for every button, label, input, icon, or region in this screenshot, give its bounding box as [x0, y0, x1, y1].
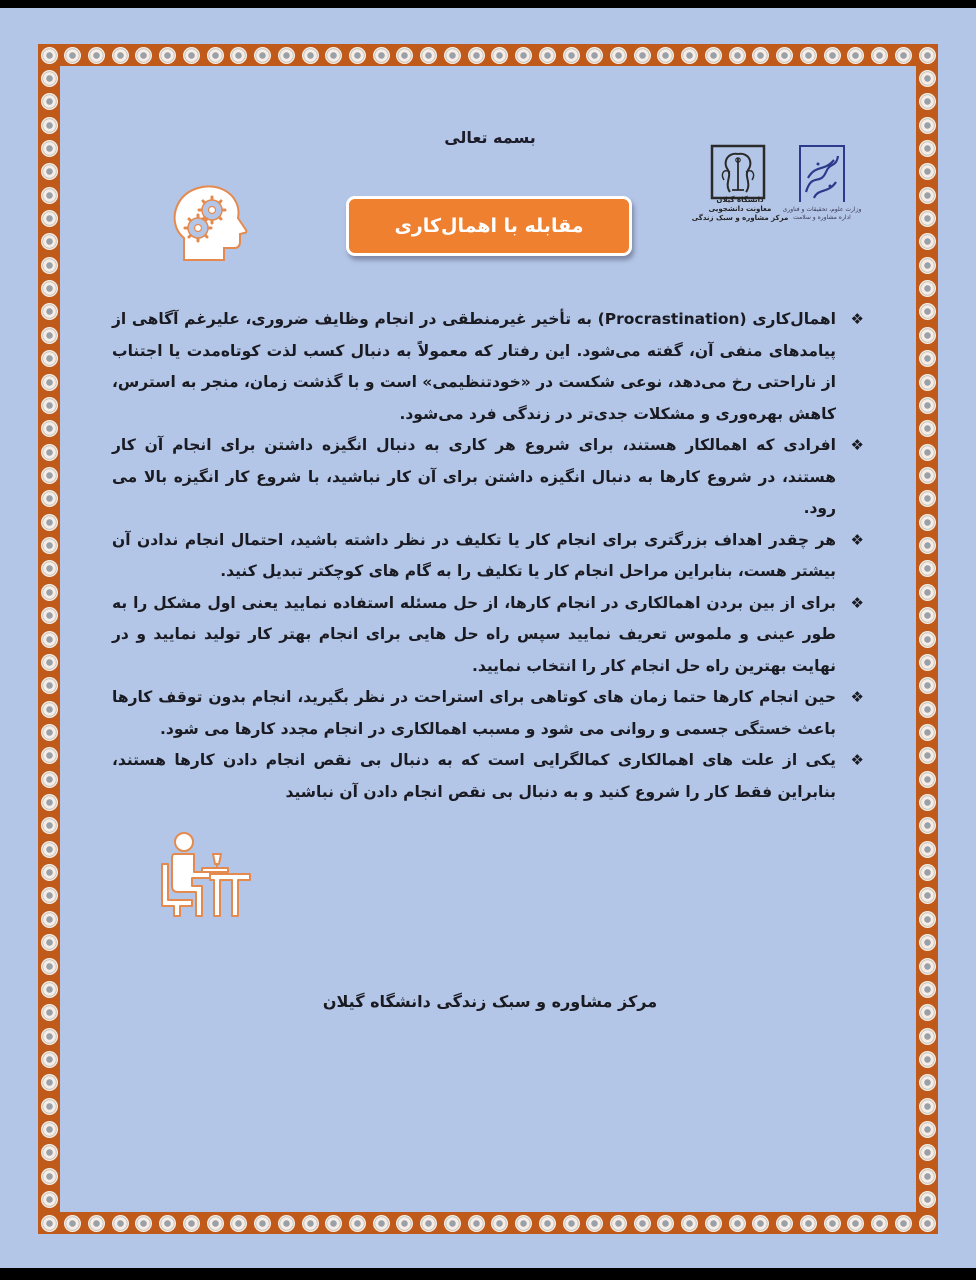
- frame-flower: [657, 1215, 674, 1232]
- frame-flower: [919, 701, 936, 718]
- bullet-item: [112, 745, 864, 808]
- frame-flower: [539, 1215, 556, 1232]
- frame-flower: [634, 1215, 651, 1232]
- frame-flower: [302, 1215, 319, 1232]
- frame-flower: [919, 724, 936, 741]
- frame-flower: [396, 1215, 413, 1232]
- frame-flower: [919, 794, 936, 811]
- frame-flower: [325, 1215, 342, 1232]
- frame-flower: [919, 607, 936, 624]
- frame-flower: [41, 747, 58, 764]
- frame-flower: [919, 1144, 936, 1161]
- frame-flower: [919, 1215, 936, 1232]
- frame-flower: [41, 187, 58, 204]
- frame-flower: [919, 817, 936, 834]
- frame-flower: [41, 1144, 58, 1161]
- frame-flower: [919, 397, 936, 414]
- frame-flower: [41, 701, 58, 718]
- frame-flower: [895, 1215, 912, 1232]
- frame-flower: [41, 280, 58, 297]
- title-banner: [346, 196, 632, 256]
- frame-flower: [563, 47, 580, 64]
- frame-flower: [41, 958, 58, 975]
- frame-flower: [919, 887, 936, 904]
- frame-flower: [41, 537, 58, 554]
- frame-flower: [919, 233, 936, 250]
- frame-flower: [41, 350, 58, 367]
- frame-flower: [919, 1028, 936, 1045]
- frame-flower: [41, 817, 58, 834]
- bullet-diamond-icon: ❖: [850, 530, 864, 549]
- frame-flower: [41, 794, 58, 811]
- bismillah-heading: بسمه تعالی: [444, 128, 536, 147]
- frame-flower: [919, 1191, 936, 1208]
- frame-flower: [919, 374, 936, 391]
- frame-flower: [919, 210, 936, 227]
- frame-flower: [586, 47, 603, 64]
- university-logo-caption: [690, 196, 790, 223]
- frame-flower: [325, 47, 342, 64]
- frame-flower: [183, 1215, 200, 1232]
- frame-flower: [919, 140, 936, 157]
- frame-flower: [41, 117, 58, 134]
- frame-flower: [919, 93, 936, 110]
- frame-flower: [41, 654, 58, 671]
- frame-flower: [135, 1215, 152, 1232]
- frame-flower: [919, 864, 936, 881]
- frame-flower: [871, 47, 888, 64]
- frame-flower: [919, 70, 936, 87]
- frame-flower: [919, 537, 936, 554]
- bullet-item: [112, 588, 864, 683]
- frame-flower: [752, 1215, 769, 1232]
- frame-flower: [41, 47, 58, 64]
- frame-flower: [681, 1215, 698, 1232]
- frame-flower: [729, 47, 746, 64]
- bullet-item: [112, 525, 864, 588]
- frame-flower: [41, 841, 58, 858]
- frame-flower: [41, 327, 58, 344]
- frame-flower: [41, 1121, 58, 1138]
- frame-flower: [729, 1215, 746, 1232]
- frame-flower: [349, 1215, 366, 1232]
- frame-flower: [491, 1215, 508, 1232]
- page-title: مقابله با اهمال‌کاری: [394, 215, 584, 237]
- frame-flower: [919, 303, 936, 320]
- frame-flower: [41, 911, 58, 928]
- frame-flower: [230, 1215, 247, 1232]
- frame-flower: [183, 47, 200, 64]
- frame-flower: [112, 1215, 129, 1232]
- frame-flower: [373, 47, 390, 64]
- frame-flower: [681, 47, 698, 64]
- frame-flower: [41, 1191, 58, 1208]
- frame-flower: [919, 47, 936, 64]
- frame-flower: [919, 350, 936, 367]
- frame-flower: [41, 70, 58, 87]
- frame-flower: [41, 397, 58, 414]
- frame-flower: [41, 1168, 58, 1185]
- frame-flower: [41, 93, 58, 110]
- frame-flower: [112, 47, 129, 64]
- bottom-black-bar: [0, 1268, 976, 1280]
- frame-flower: [919, 560, 936, 577]
- frame-flower: [41, 467, 58, 484]
- frame-flower: [41, 163, 58, 180]
- frame-flower: [41, 1098, 58, 1115]
- english-term: Procrastination: [604, 310, 740, 328]
- frame-flower: [41, 514, 58, 531]
- frame-flower: [41, 771, 58, 788]
- bullet-item: [112, 430, 864, 525]
- frame-flower: [800, 47, 817, 64]
- frame-flower: [919, 841, 936, 858]
- frame-flower: [824, 1215, 841, 1232]
- footer-signature: مرکز مشاوره و سبک زندگی دانشگاه گیلان: [322, 992, 658, 1011]
- frame-flower: [919, 327, 936, 344]
- frame-flower: [41, 374, 58, 391]
- frame-flower: [847, 1215, 864, 1232]
- frame-flower: [41, 140, 58, 157]
- frame-flower: [776, 1215, 793, 1232]
- frame-flower: [41, 560, 58, 577]
- frame-flower: [871, 1215, 888, 1232]
- frame-flower: [41, 1215, 58, 1232]
- frame-flower: [41, 1004, 58, 1021]
- frame-flower: [919, 280, 936, 297]
- ministry-office-line: اداره مشاوره و سلامت: [793, 214, 851, 221]
- university-deputy: معاونت دانشجویی: [708, 205, 772, 213]
- frame-flower: [41, 257, 58, 274]
- bullet-diamond-icon: ❖: [850, 593, 864, 612]
- bullet-text: حین انجام کارها حتما زمان های کوتاهی برای استراحت در نظر بگیرید، انجام بدون توقف کارها باعث خستگی جسمی و روانی می شود و مسبب اهمالکاری در انجام مجدد کارها می شود.: [112, 688, 836, 738]
- frame-flower: [895, 47, 912, 64]
- bullet-diamond-icon: ❖: [850, 751, 864, 769]
- frame-flower: [207, 1215, 224, 1232]
- frame-flower: [444, 47, 461, 64]
- frame-flower: [254, 47, 271, 64]
- frame-flower: [919, 747, 936, 764]
- frame-flower: [41, 303, 58, 320]
- frame-flower: [919, 467, 936, 484]
- bullet-text: هر چقدر اهداف بزرگتری برای انجام کار یا تکلیف در نظر داشته باشید، احتمال انجام ندادن آن بیشتر هست، بنابراین مراحل انجام کار یا تکلیف را به گام های کوچکتر تبدیل کنید.: [112, 530, 836, 580]
- frame-flower: [919, 677, 936, 694]
- frame-flower: [919, 584, 936, 601]
- frame-flower: [41, 233, 58, 250]
- frame-flower: [919, 1051, 936, 1068]
- frame-flower: [919, 654, 936, 671]
- frame-flower: [230, 47, 247, 64]
- frame-flower: [468, 47, 485, 64]
- frame-flower: [41, 981, 58, 998]
- person-at-desk-icon: [158, 828, 254, 922]
- bullet-text: افرادی که اهمالکار هستند، برای شروع هر کاری به دنبال انگیزه داشتن برای انجام آن کار هستند، در شروع کارها به دنبال انگیزه داشتن برای آن کار نباشید، با شروع کار انگیزه بالا می رود.: [112, 436, 836, 517]
- frame-flower: [41, 1028, 58, 1045]
- frame-flower: [539, 47, 556, 64]
- head-gears-icon: [168, 180, 252, 266]
- frame-flower: [586, 1215, 603, 1232]
- bullet-text-part: ) به تأخیر غیرمنطقی در انجام وظایف ضروری، علیرغم آگاهی از پیامدهای منفی آن، گفته می‌شود. این رفتار که معمولاً به دنبال کسب لذت کوتاه‌مدت یا اجتناب از ناراحتی رخ می‌دهد، نوعی شکست در «خودتنظیمی» است و با گذشت زمان، منجر به استرس، کاهش بهره‌وری و مشکلات جدی‌تر در زندگی فرد می‌شود.: [112, 310, 836, 423]
- frame-flower: [88, 47, 105, 64]
- frame-flower: [800, 1215, 817, 1232]
- frame-flower: [159, 1215, 176, 1232]
- student-affairs-logo: [794, 142, 850, 206]
- frame-flower: [41, 490, 58, 507]
- frame-flower: [563, 1215, 580, 1232]
- frame-flower: [64, 1215, 81, 1232]
- frame-flower: [159, 47, 176, 64]
- frame-flower: [41, 724, 58, 741]
- frame-flower: [657, 47, 674, 64]
- frame-flower: [919, 958, 936, 975]
- frame-flower: [41, 631, 58, 648]
- frame-flower: [705, 1215, 722, 1232]
- frame-flower: [373, 1215, 390, 1232]
- frame-flower: [824, 47, 841, 64]
- frame-flower: [919, 490, 936, 507]
- frame-flower: [41, 444, 58, 461]
- university-center: مرکز مشاوره و سبک زندگی: [691, 214, 789, 222]
- frame-flower: [919, 257, 936, 274]
- bullet-diamond-icon: ❖: [850, 310, 864, 328]
- frame-flower: [919, 514, 936, 531]
- frame-flower: [41, 420, 58, 437]
- frame-flower: [41, 1074, 58, 1091]
- bullet-text: یکی از علت های اهمالکاری کمالگرایی است که به دنبال بی نقص انجام دادن کارها هستند، بنابراین فقط کار را شروع کنید و به دنبال بی نقص انجام دادن آن نباشید: [112, 751, 836, 801]
- frame-flower: [349, 47, 366, 64]
- frame-flower: [919, 1121, 936, 1138]
- bullet-text-part: اهمال‌کاری (: [739, 310, 836, 328]
- bullet-diamond-icon: ❖: [850, 688, 864, 706]
- frame-flower: [919, 1168, 936, 1185]
- frame-flower: [278, 47, 295, 64]
- frame-flower: [420, 47, 437, 64]
- frame-flower: [919, 1004, 936, 1021]
- frame-flower: [41, 864, 58, 881]
- frame-flower: [41, 210, 58, 227]
- frame-flower: [41, 1051, 58, 1068]
- frame-flower: [919, 934, 936, 951]
- frame-flower: [610, 47, 627, 64]
- frame-flower: [278, 1215, 295, 1232]
- frame-flower: [88, 1215, 105, 1232]
- frame-flower: [919, 444, 936, 461]
- frame-flower: [491, 47, 508, 64]
- frame-flower: [919, 1074, 936, 1091]
- frame-flower: [515, 1215, 532, 1232]
- frame-flower: [515, 47, 532, 64]
- student-affairs-logo-caption: [782, 206, 862, 222]
- university-logo: [710, 144, 766, 200]
- frame-flower: [634, 47, 651, 64]
- frame-flower: [254, 1215, 271, 1232]
- frame-flower: [610, 1215, 627, 1232]
- frame-flower: [420, 1215, 437, 1232]
- frame-flower: [919, 911, 936, 928]
- frame-flower: [919, 420, 936, 437]
- frame-flower: [468, 1215, 485, 1232]
- frame-flower: [776, 47, 793, 64]
- frame-flower: [135, 47, 152, 64]
- bullet-text: برای از بین بردن اهمالکاری در انجام کارها، از حل مسئله استفاده نمایید یعنی اول مشکل را به طور عینی و ملموس تعریف نمایید سپس راه حل هایی برای انجام بهتر کار تولید نمایید و در نهایت بهترین راه حل انجام کار را انتخاب نمایید.: [112, 593, 836, 675]
- frame-flower: [847, 47, 864, 64]
- content-body: [112, 304, 864, 808]
- frame-flower: [919, 1098, 936, 1115]
- frame-flower: [919, 981, 936, 998]
- frame-flower: [705, 47, 722, 64]
- frame-flower: [41, 584, 58, 601]
- frame-flower: [919, 163, 936, 180]
- frame-flower: [207, 47, 224, 64]
- frame-flower: [41, 607, 58, 624]
- bullet-item: [112, 304, 864, 430]
- frame-flower: [752, 47, 769, 64]
- bullet-diamond-icon: ❖: [850, 436, 864, 454]
- frame-flower: [41, 677, 58, 694]
- ministry-line: وزارت علوم، تحقیقات و فناوری: [782, 206, 862, 213]
- top-black-bar: [0, 0, 976, 8]
- frame-flower: [396, 47, 413, 64]
- frame-flower: [444, 1215, 461, 1232]
- bullet-item: [112, 682, 864, 745]
- frame-flower: [41, 887, 58, 904]
- frame-flower: [64, 47, 81, 64]
- frame-flower: [302, 47, 319, 64]
- frame-flower: [919, 117, 936, 134]
- frame-flower: [919, 187, 936, 204]
- frame-flower: [41, 934, 58, 951]
- frame-flower: [919, 631, 936, 648]
- frame-flower: [919, 771, 936, 788]
- university-name: دانشگاه گیلان: [716, 196, 764, 204]
